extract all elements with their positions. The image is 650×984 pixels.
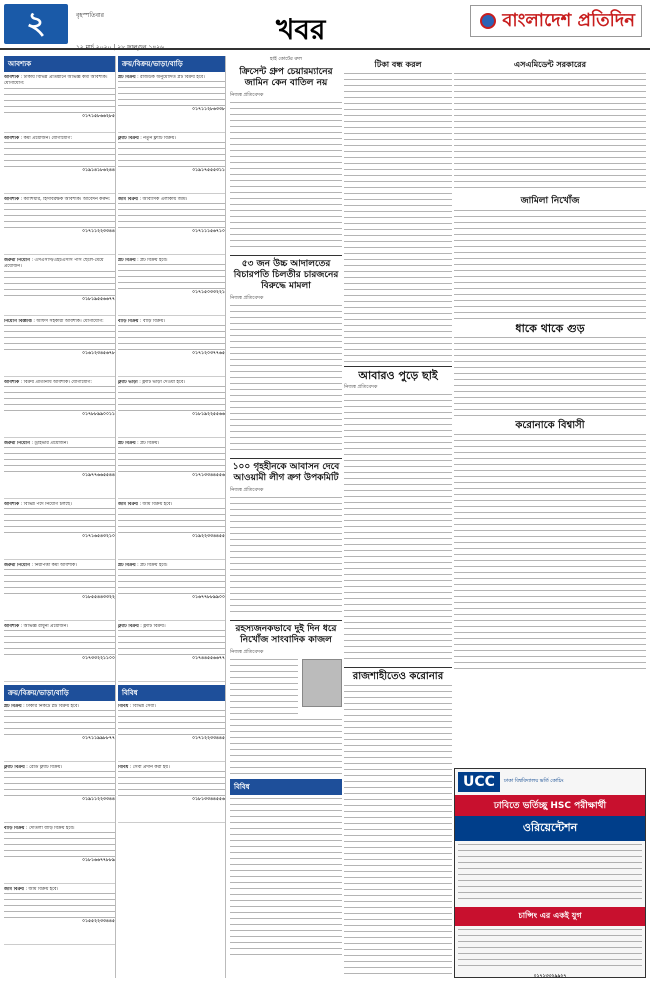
ad-phone: ০১৭১৩৩৪৪৫৫৬: [192, 473, 225, 479]
ad-filler: [4, 271, 115, 297]
journalist-photo: [302, 659, 342, 707]
ad-filler: [4, 630, 115, 656]
story-byline: নিজস্ব প্রতিবেদক: [230, 295, 264, 301]
story-body: [230, 659, 298, 719]
classified-ad: নিয়োগ বিজ্ঞপ্তি : অফিস সহকারী আবশ্যক। যোগাযোগ: ০১৬১২৩৪৫৬৭৮: [4, 319, 115, 377]
classified-ad: জমি বিক্রয় : আবাসিক এলাকায় জমি। ০১৭১১১৫৬৭১০: [118, 197, 225, 255]
story-byline: নিজস্ব প্রতিবেদক: [230, 649, 264, 655]
ad-title: প্লট বিক্রয়: [118, 75, 136, 80]
ad-filler: [118, 630, 225, 656]
ad-title: জমি বিক্রয়: [118, 502, 138, 507]
ad-phone: ০১৭১৫৮৬৬২৮৫: [82, 113, 115, 119]
ad-filler: [4, 569, 115, 595]
ad-body: আবাসিক এলাকায় জমি।: [142, 197, 188, 202]
ad-phone: ০১৭৮৮৯৯০০১১: [82, 412, 115, 418]
ad-body: [458, 929, 642, 969]
ad-filler: [4, 142, 115, 168]
story-headline: ৫৩ জন উচ্চ আদালতের বিচারপতি চিলতীর চারজনের বিরুদ্ধে মামলা: [233, 259, 339, 291]
classified-ad: জরুরী নিয়োগ : এসএসসি/এইচএসসি পাস ছেলে-মেয়ে প্রয়োজন। ০১৮১৯৫৫৬৬৭৭: [4, 258, 115, 316]
ad-filler: [4, 508, 115, 534]
story-byline: নিজস্ব প্রতিবেদক: [344, 384, 378, 390]
ad-phone: ০১৯২২৩৩৪৪৫৫: [192, 534, 225, 540]
classifieds-column-2: [118, 56, 226, 978]
story-headline: ক্রিসেন্ট গ্রুপ চেয়ারম্যানের জামিন কেন বাতিল নয়: [239, 67, 333, 88]
story-headline: করোনাকে বিশ্বাসী: [515, 420, 585, 431]
classified-ad: বাড়ি বিক্রয় : বাড়ি বিক্রয়। ০১৭১২০৩৭৭৬৫: [118, 319, 225, 377]
classified-ad: প্লট বিক্রয় : প্লট বিক্রয়। ০১৭১৩৩৪৪৫৫৬: [118, 441, 225, 499]
story-body: [344, 394, 452, 664]
ad-phone: ০১৮১৩৩৪৪৫৫৬: [192, 797, 225, 803]
ad-filler: [118, 142, 225, 168]
ad-title: জরুরী নিয়োগ: [4, 258, 31, 263]
ad-body: জমি বিক্রয় হবে।: [142, 502, 173, 507]
ad-filler: [118, 386, 225, 412]
ad-phone: ০১৯১১২২৩৩৪৪: [82, 797, 115, 803]
story-body: [230, 102, 342, 252]
classified-ad: জমি বিক্রয় : জমি বিক্রয় হবে। ০১৯২২৩৩৪৪৫৫: [118, 502, 225, 560]
story-body: [344, 73, 452, 363]
ad-body: ক্যাশিয়ার, হিসাবরক্ষক আবশ্যক। আবেদন করুন:: [23, 197, 111, 202]
ad-body: প্লট বিক্রয়।: [140, 441, 160, 446]
ad-phone: ০১৯১৭৫৫৫৩১১: [192, 168, 225, 174]
ad-filler: [118, 569, 225, 595]
ad-phone: ০১৭১১১৫৬৭১০: [192, 229, 225, 235]
ad-body: ড্রাইভার প্রয়োজন।: [34, 441, 69, 446]
classified-ad: আবশ্যক : বিক্রয় প্রতিনিধি আবশ্যক। যোগাযোগ: ০১৭৮৮৯৯০০১১: [4, 380, 115, 438]
ad-phone: ০১৬১২৩৪৫৬৭৮: [82, 351, 115, 357]
story-body: [230, 497, 342, 617]
ad-title: আবশ্যক: [4, 380, 20, 385]
day-label: বৃহস্পতিবার: [76, 12, 104, 19]
story-body: [344, 685, 452, 978]
ad-phone: ০১৭১২২৩৩৪৪৫: [192, 736, 225, 742]
ad-body: দোতলা বাড়ি বিক্রয় হবে।: [28, 826, 75, 831]
ad-body: প্লট বিক্রয় হবে।: [140, 258, 168, 263]
story-body: [454, 210, 646, 320]
story-body: [454, 434, 646, 674]
date-label: ১২ মার্চ ২০২০ | ২৮ ফাল্গুন ১৪২৬: [76, 44, 165, 51]
story-headline: ১০০ গৃহহীনকে আবাসন দেবে আওয়ামী লীগ ক্রগ উপকমিটি: [232, 462, 340, 483]
ad-body: ফ্ল্যাট ভাড়া দেওয়া হবে।: [142, 380, 185, 385]
category-heading: বিবিধ: [230, 779, 342, 795]
ad-body: রাজউক অনুমোদিত প্লট বিক্রয় হবে।: [140, 75, 205, 80]
ad-filler: [118, 264, 225, 290]
classified-ad: জমি বিক্রয় : জমি বিক্রয় হবে। ০১৫৫২২৩৩৪৪৫: [4, 887, 115, 945]
ad-phone: ০১৯১৪১৮৬২৪৪: [82, 168, 115, 174]
ad-filler: [4, 893, 115, 919]
ad-body: বিভিন্ন সেবা।: [132, 704, 156, 709]
story-headline: রাজশাহীতেও করোনার: [352, 671, 444, 682]
classified-ad: জরুরী নিয়োগ : নিরাপত্তা কর্মী আবশ্যক। ০১৮৫৫৪৪৩৩২২: [4, 563, 115, 621]
ad-phone: ০১৫৫২২৩৩৪৪৫: [82, 919, 115, 925]
ucc-banner: ঢাবিতে ভর্তিচ্ছু HSC পরীক্ষার্থী: [455, 795, 645, 816]
classified-ad: আবশ্যক : কর্মী প্রয়োজন। যোগাযোগ: ০১৯১৪১৮৬২৪৪: [4, 136, 115, 194]
ad-phone: ০১৭১৫০৩৩২২১: [192, 290, 225, 296]
newspaper-logo: [470, 5, 642, 37]
ad-title: ফ্ল্যাট বিক্রয়: [118, 624, 139, 629]
ad-phone: ০১৬৭৭৮৮৯৯০০: [192, 595, 225, 601]
ad-title: আবশ্যক: [4, 197, 20, 202]
classified-ad: ফ্ল্যাট বিক্রয় : নতুন ফ্ল্যাট বিক্রয়। ০১৯১৭৫৫৫৩১১: [118, 136, 225, 194]
ucc-logo: UCC: [458, 772, 500, 792]
ad-filler: [4, 325, 115, 351]
section-title: খবর: [276, 13, 326, 46]
ad-filler: [4, 203, 115, 229]
story-body: [230, 305, 342, 455]
classified-ad: প্লট বিক্রয় : ঢাকার নিকটে প্লট বিক্রয় হবে। ০১৭১১৯৯৮৮৭৭: [4, 704, 115, 762]
ad-filler: [4, 710, 115, 736]
story-body: [230, 719, 342, 779]
story-kicker: হাই কোর্টের রুল: [270, 56, 302, 62]
ad-body: বিভিন্ন পদে নিয়োগ চলছে।: [23, 502, 72, 507]
classified-ad: আবশ্যক : ঢাকায় বিভিন্ন প্রতিষ্ঠানে অভিজ্ঞ কর্মী আবশ্যক। যোগাযোগ: ০১৭১৫৮৬৬২৮৫: [4, 75, 115, 133]
ad-phone: ০১৯৭৭৬৬৫৫৪৪: [82, 473, 115, 479]
ad-body: ঢাকার নিকটে প্লট বিক্রয় হবে।: [26, 704, 80, 709]
news-column-4: [344, 56, 452, 978]
logo-text: বাংলাদেশ প্রতিদিন: [502, 9, 635, 31]
ad-body: সেবা প্রদান করা হয়।: [132, 765, 170, 770]
category-heading: বিবিধ: [118, 685, 225, 701]
ad-title: জমি বিক্রয়: [118, 197, 138, 202]
story-headline: রহস্যজনকভাবে দুই দিন ধরে নিখোঁজ সাংবাদিক কাজল: [235, 624, 337, 645]
ad-body: জমি বিক্রয় হবে।: [28, 887, 59, 892]
ad-filler: [118, 81, 225, 107]
ad-body: [458, 844, 642, 904]
ad-body: অভিজ্ঞ রাধুনী প্রয়োজন।: [23, 624, 68, 629]
page-number: ২: [4, 4, 68, 44]
story-headline: টিকা বন্ধ করল: [374, 60, 422, 69]
story-body: [230, 798, 342, 958]
ucc-banner: ওরিয়েন্টেশন: [455, 816, 645, 841]
ad-title: প্লট বিক্রয়: [118, 563, 136, 568]
ucc-contact: ০১৭১৩৩২৯৯২৭: [533, 974, 567, 979]
ad-body: ঢাকায় বিভিন্ন প্রতিষ্ঠানে অভিজ্ঞ কর্মী আবশ্যক। যোগাযোগ:: [4, 75, 108, 87]
classified-ad: ফ্ল্যাট বিক্রয় : ফ্ল্যাট বিক্রয়। ০১৭৪৪৫৫৬৬৭৭: [118, 624, 225, 682]
story-headline: আবারও পুড়ে ছাই: [358, 369, 438, 382]
ad-title: প্লট বিক্রয়: [118, 441, 136, 446]
classified-ad: বিবিধ : সেবা প্রদান করা হয়। ০১৮১৩৩৪৪৫৫৬: [118, 765, 225, 823]
story-headline: জামিলা নিখোঁজ: [520, 196, 580, 206]
ad-phone: ০১৮১৯২২৫৫৬৬: [192, 412, 225, 418]
ad-phone: ০১৮৫৫৪৪৩৩২২: [82, 595, 115, 601]
classified-ad: আবশ্যক : বিভিন্ন পদে নিয়োগ চলছে। ০১৭১৬৫৪৩২১০: [4, 502, 115, 560]
category-heading: আবশ্যক: [4, 56, 115, 72]
classified-ad: প্লট বিক্রয় : রাজউক অনুমোদিত প্লট বিক্রয় হবে। ০১৭১১২৮৬৩৩৮: [118, 75, 225, 133]
ad-title: বিবিধ: [118, 704, 129, 709]
classified-ad: আবশ্যক : ক্যাশিয়ার, হিসাবরক্ষক আবশ্যক। আবেদন করুন: ০১৭১১২২৩৩৪৪: [4, 197, 115, 255]
ad-title: বাড়ি বিক্রয়: [4, 826, 25, 831]
category-heading: ক্রয়/বিক্রয়/ভাড়া/বাড়ি: [118, 56, 225, 72]
classified-ad: জরুরী নিয়োগ : ড্রাইভার প্রয়োজন। ০১৯৭৭৬৬৫৫৪৪: [4, 441, 115, 499]
ad-body: কর্মী প্রয়োজন। যোগাযোগ:: [23, 136, 73, 141]
ad-filler: [4, 771, 115, 797]
ucc-subtitle: ঢাকা বিশ্ববিদ্যালয় ভর্তি কোচিং: [503, 778, 564, 784]
ad-phone: ০১৭৩৩২২১১০০: [82, 656, 115, 662]
page-header: [0, 0, 650, 50]
story-headline: ধাকে থাকে গুড়: [515, 322, 585, 335]
ad-filler: [118, 203, 225, 229]
story-headline: এসএমিডেন্ট সরকারের: [514, 60, 586, 69]
ad-filler: [118, 508, 225, 534]
ad-filler: [4, 386, 115, 412]
ad-phone: ০১৭১১৯৯৮৮৭৭: [82, 736, 115, 742]
classified-ad: প্লট বিক্রয় : প্লট বিক্রয় হবে। ০১৬৭৭৮৮৯৯০০: [118, 563, 225, 621]
ad-filler: [118, 325, 225, 351]
story-byline: নিজস্ব প্রতিবেদক: [230, 92, 264, 98]
ad-title: জরুরী নিয়োগ: [4, 441, 31, 446]
ad-title: ফ্ল্যাট ভাড়া: [118, 380, 138, 385]
ad-title: প্লট বিক্রয়: [118, 258, 136, 263]
story-body: [454, 337, 646, 417]
ad-title: ফ্ল্যাট বিক্রয়: [118, 136, 139, 141]
classified-ad: আবশ্যক : অভিজ্ঞ রাধুনী প্রয়োজন। ০১৭৩৩২২১১০০: [4, 624, 115, 682]
ad-filler: [4, 88, 115, 114]
ad-filler: [4, 832, 115, 858]
ad-phone: ০১৭৪৪৫৫৬৬৭৭: [192, 656, 225, 662]
ad-title: ফ্ল্যাট বিক্রয়: [4, 765, 25, 770]
ad-filler: [118, 710, 225, 736]
ad-title: আবশ্যক: [4, 136, 20, 141]
ad-phone: ০১৭১১২২৩৩৪৪: [82, 229, 115, 235]
classified-ad: ফ্ল্যাট বিক্রয় : রেডি ফ্ল্যাট বিক্রয়। ০১৯১১২২৩৩৪৪: [4, 765, 115, 823]
ad-filler: [4, 447, 115, 473]
news-column-3: [230, 56, 342, 978]
classifieds-column-1: [4, 56, 116, 978]
ad-body: অফিস সহকারী আবশ্যক। যোগাযোগ:: [36, 319, 104, 324]
ucc-banner: চান্সিং এর একই যুগ: [455, 907, 645, 926]
story-byline: নিজস্ব প্রতিবেদক: [230, 487, 264, 493]
ad-body: নিরাপত্তা কর্মী আবশ্যক।: [34, 563, 77, 568]
classified-ad: বিবিধ : বিভিন্ন সেবা। ০১৭১২২৩৩৪৪৫: [118, 704, 225, 762]
ad-title: বাড়ি বিক্রয়: [118, 319, 139, 324]
ad-title: প্লট বিক্রয়: [4, 704, 22, 709]
classified-ad: ফ্ল্যাট ভাড়া : ফ্ল্যাট ভাড়া দেওয়া হবে। ০১৮১৯২২৫৫৬৬: [118, 380, 225, 438]
ad-title: জরুরী নিয়োগ: [4, 563, 31, 568]
ad-body: বাড়ি বিক্রয়।: [142, 319, 165, 324]
classified-ad: বাড়ি বিক্রয় : দোতলা বাড়ি বিক্রয় হবে। ০১৮১৬৬৭৭৮৮৯: [4, 826, 115, 884]
ad-phone: ০১৭১৬৫৪৩২১০: [82, 534, 115, 540]
ad-body: ফ্ল্যাট বিক্রয়।: [143, 624, 166, 629]
ad-phone: ০১৮১৬৬৭৭৮৮৯: [82, 858, 115, 864]
ad-phone: ০১৭১১২৮৬৩৩৮: [192, 107, 225, 113]
ad-title: আবশ্যক: [4, 624, 20, 629]
logo-icon: [480, 13, 496, 29]
ad-title: জমি বিক্রয়: [4, 887, 24, 892]
ad-title: আবশ্যক: [4, 75, 20, 80]
classified-ad: প্লট বিক্রয় : প্লট বিক্রয় হবে। ০১৭১৫০৩৩২২১: [118, 258, 225, 316]
ad-body: এসএসসি/এইচএসসি পাস ছেলে-মেয়ে প্রয়োজন।: [4, 258, 104, 270]
ad-body: প্লট বিক্রয় হবে।: [140, 563, 168, 568]
ad-filler: [118, 447, 225, 473]
ad-body: বিক্রয় প্রতিনিধি আবশ্যক। যোগাযোগ:: [23, 380, 92, 385]
ad-body: রেডি ফ্ল্যাট বিক্রয়।: [29, 765, 63, 770]
ad-title: নিয়োগ বিজ্ঞপ্তি: [4, 319, 32, 324]
news-column-5: [454, 56, 646, 762]
category-heading: ক্রয়/বিক্রয়/ভাড়া/বাড়ি: [4, 685, 115, 701]
story-body: [454, 73, 646, 193]
ad-body: নতুন ফ্ল্যাট বিক্রয়।: [143, 136, 176, 141]
ad-phone: ০১৮১৯৫৫৬৬৭৭: [82, 296, 115, 302]
ad-title: আবশ্যক: [4, 502, 20, 507]
ad-filler: [118, 771, 225, 797]
ad-title: বিবিধ: [118, 765, 129, 770]
ad-phone: ০১৭১২০৩৭৭৬৫: [192, 351, 225, 357]
ucc-advertisement: [454, 768, 646, 978]
